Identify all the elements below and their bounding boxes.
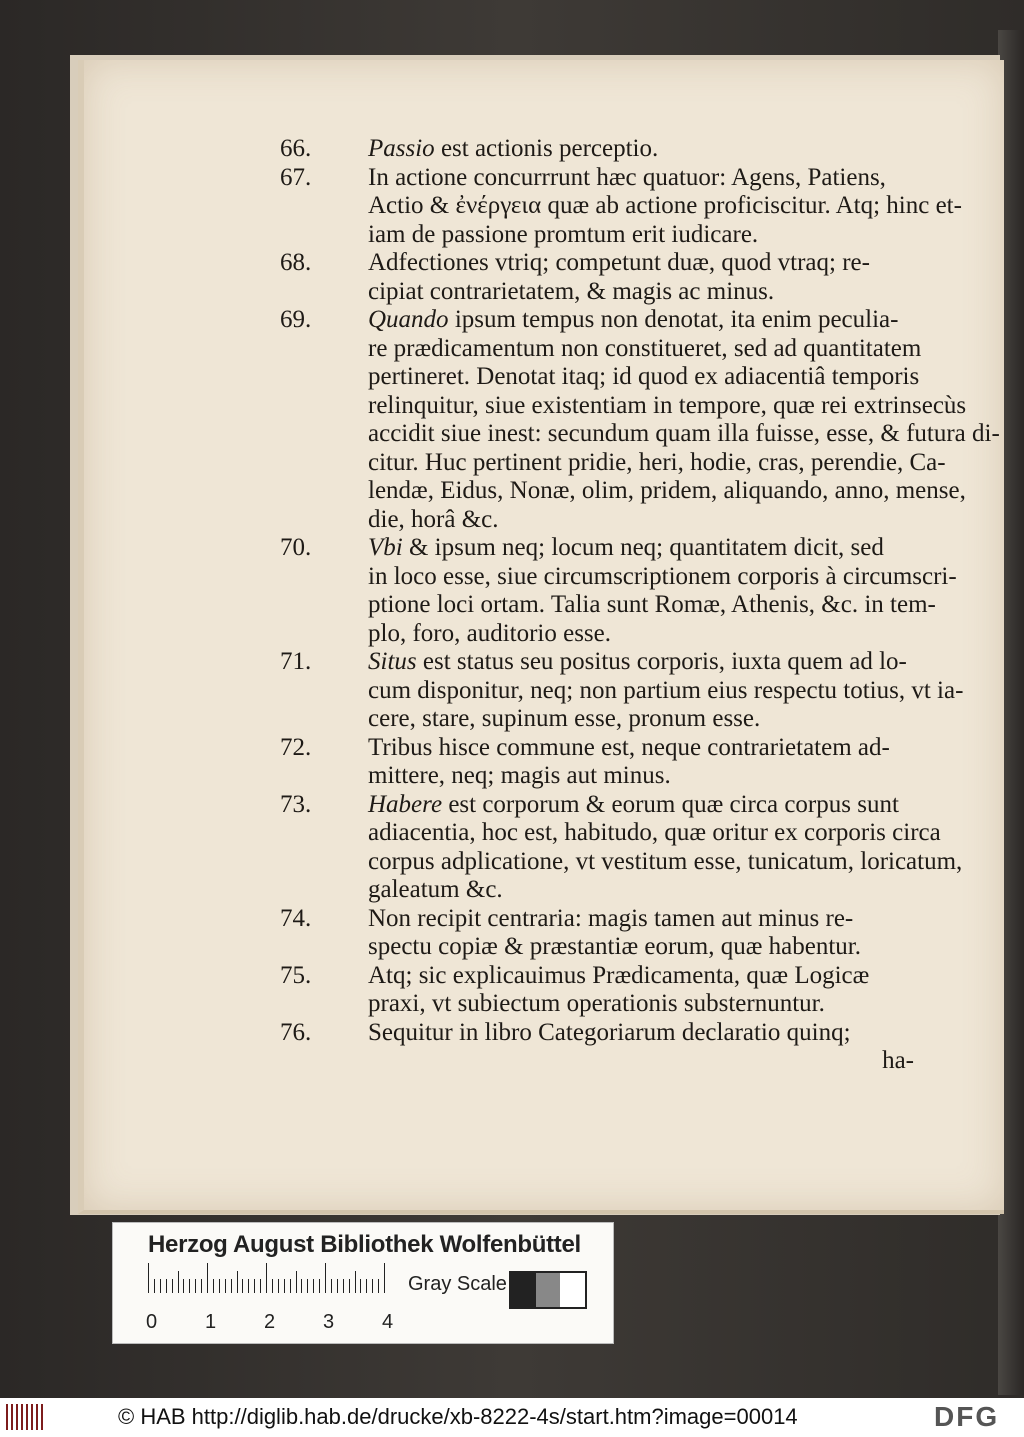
ruler-tick [166,1279,167,1293]
text-line [280,363,920,392]
ruler [148,1273,398,1313]
line-text: In actione concurrrunt hæc quatuor: Agens, Patiens, [368,163,886,191]
text-line [280,506,920,535]
text-line [280,278,920,307]
paragraph-number: 67. [280,163,312,191]
line-text: adiacentia, hoc est, habitudo, quæ oritur ex corporis circa [368,819,941,846]
ruler-tick [319,1279,320,1293]
library-name: Herzog August Bibliothek Wolfenbüttel [148,1231,581,1258]
ruler-tick [213,1279,214,1293]
line-text: est corporum & eorum quæ circa corpus sunt [442,790,899,818]
ruler-tick [325,1263,326,1293]
ruler-tick [183,1279,184,1293]
ruler-tick [343,1279,344,1293]
footer-bar [0,1398,1024,1437]
hab-logo-icon [6,1404,46,1430]
line-text: cere, stare, supinum esse, pronum esse. [368,705,761,732]
line-text: citur. Huc pertinent pridie, heri, hodie, cras, perendie, Ca- [368,448,946,476]
text-line [280,221,920,250]
line-text: spectu copiæ & præstantiæ eorum, quæ habentur. [368,933,861,960]
ruler-tick [290,1279,291,1293]
line-text: Atq; sic explicauimus Prædicamenta, quæ Logicæ [368,961,870,989]
text-line [280,648,920,677]
dfg-logo: DFG [934,1401,1000,1432]
text-line [280,876,920,905]
ruler-tick [225,1279,226,1293]
source-link[interactable]: © HAB http://diglib.hab.de/drucke/xb-8222-4s/start.htm?image=00014 [118,1404,798,1429]
ruler-tick [272,1279,273,1293]
line-text: ptione loci ortam. Talia sunt Romæ, Athenis, &c. in tem- [368,591,936,618]
text-line [280,819,941,848]
line-text: ipsum tempus non denotat, ita enim peculia- [448,306,899,333]
line-text: pertineret. Denotat itaq; id quod ex adiacentiâ temporis [368,363,920,390]
ruler-tick [207,1263,208,1293]
ruler-tick [266,1263,267,1293]
paragraph-number: 72. [280,733,312,761]
line-text: relinquitur, siue existentiam in tempore, quæ rei extrinsecùs [368,391,967,419]
paragraph-number: 69. [280,306,312,333]
text-line [280,962,920,991]
paragraph-number: 75. [280,961,312,989]
ruler-tick [242,1279,243,1293]
line-text: cipiat contrarietatem, & magis ac minus. [368,277,775,305]
text-line [280,933,920,962]
color-card [112,1222,614,1344]
line-text: Sequitur in libro Categoriarum declaratio quinq; [368,1018,851,1046]
ruler-tick [384,1263,385,1293]
ruler-tick [313,1279,314,1293]
line-text: in loco esse, siue circumscriptionem corporis à circumscri- [368,562,957,590]
catchword: ha- [882,1047,914,1074]
text-line [280,420,1000,449]
line-text: accidit siue inest: secundum quam illa fuisse, esse, & futura di- [368,420,1000,447]
line-text: Actio & ἐνέργεια quæ ab actione proficiscitur. Atq; hinc et- [368,192,962,219]
paragraph-number: 76. [280,1018,312,1046]
term: Situs [368,648,417,675]
line-text: lendæ, Eidus, Nonæ, olim, pridem, aliquando, anno, mense, [368,477,966,504]
paragraph-number: 68. [280,249,312,276]
ruler-tick [189,1279,190,1293]
ruler-tick [331,1279,332,1293]
text-line [280,391,967,421]
ruler-tick [219,1279,220,1293]
ruler-tick [172,1279,173,1293]
text-line [280,705,920,734]
paragraph-number: 70. [280,534,312,561]
line-text: praxi, vt subiectum operationis substernuntur. [368,990,825,1017]
line-text: mittere, neq; magis aut minus. [368,762,671,789]
line-text: Tribus hisce commune est, neque contrarietatem ad- [368,733,890,761]
text-line [280,847,963,877]
ruler-tick [160,1279,161,1293]
ruler-tick [296,1271,297,1293]
paragraph-number: 73. [280,790,312,818]
ruler-tick [254,1279,255,1293]
ruler-tick [366,1279,367,1293]
text-line [280,164,920,193]
term: Quando [368,306,449,333]
term: Passio [368,135,435,162]
text-line [280,192,962,221]
text-line [280,249,920,278]
page-text [280,135,1000,1076]
ruler-number: 1 [205,1311,217,1333]
ruler-tick [248,1279,249,1293]
term: Vbi [368,534,403,561]
ruler-tick [231,1279,232,1293]
ruler-tick [260,1279,261,1293]
ruler-number: 3 [323,1311,335,1333]
text-line [280,534,920,563]
paragraph-number: 71. [280,648,312,675]
line-text: cum disponitur, neq; non partium eius respectu totius, vt ia- [368,676,964,704]
text-line [280,448,946,478]
text-line [280,591,936,620]
ruler-tick [237,1271,238,1293]
line-text: plo, foro, auditorio esse. [368,619,612,647]
paragraph-number: 66. [280,135,312,162]
line-text: Adfectiones vtriq; competunt duæ, quod vtraq; re- [368,249,870,276]
text-line [280,562,957,592]
ruler-tick [372,1279,373,1293]
ruler-tick [178,1271,179,1293]
ruler-tick [201,1279,202,1293]
text-line [280,905,920,934]
ruler-tick [337,1279,338,1293]
ruler-number: 0 [146,1311,158,1333]
ruler-tick [284,1279,285,1293]
text-line [280,335,920,364]
line-text: re prædicamentum non constitueret, sed ad quantitatem [368,334,922,362]
ruler-tick [154,1279,155,1293]
paragraph-number: 74. [280,904,312,932]
text-line [280,477,966,506]
text-line [280,791,920,820]
text-line [280,135,920,164]
ruler-number: 2 [264,1311,276,1333]
gray-scale-swatch [509,1271,587,1309]
text-line [280,1019,920,1048]
text-line [280,306,920,335]
ruler-tick [349,1279,350,1293]
line-text: Non recipit centraria: magis tamen aut minus re- [368,904,854,932]
text-line [280,734,920,763]
term: Habere [368,790,443,818]
text-line [280,762,920,791]
line-text: iam de passione promtum erit iudicare. [368,220,759,248]
ruler-tick [378,1279,379,1293]
line-text: est actionis perceptio. [434,135,659,162]
text-line [280,620,920,649]
line-text: & ipsum neq; locum neq; quantitatem dicit, sed [402,534,884,561]
ruler-tick [195,1279,196,1293]
line-text: est status seu positus corporis, iuxta quem ad lo- [416,648,907,675]
text-line [280,676,964,706]
ruler-tick [360,1279,361,1293]
line-text: die, horâ &c. [368,505,499,533]
ruler-number: 4 [382,1311,394,1333]
ruler-tick [307,1279,308,1293]
text-line [280,990,920,1019]
line-text: corpus adplicatione, vt vestitum esse, tunicatum, loricatum, [368,847,963,875]
ruler-tick [278,1279,279,1293]
gray-scale-label: Gray Scale [408,1273,507,1295]
ruler-tick [301,1279,302,1293]
ruler-tick [148,1263,149,1293]
line-text: galeatum &c. [368,876,503,903]
ruler-tick [355,1271,356,1293]
